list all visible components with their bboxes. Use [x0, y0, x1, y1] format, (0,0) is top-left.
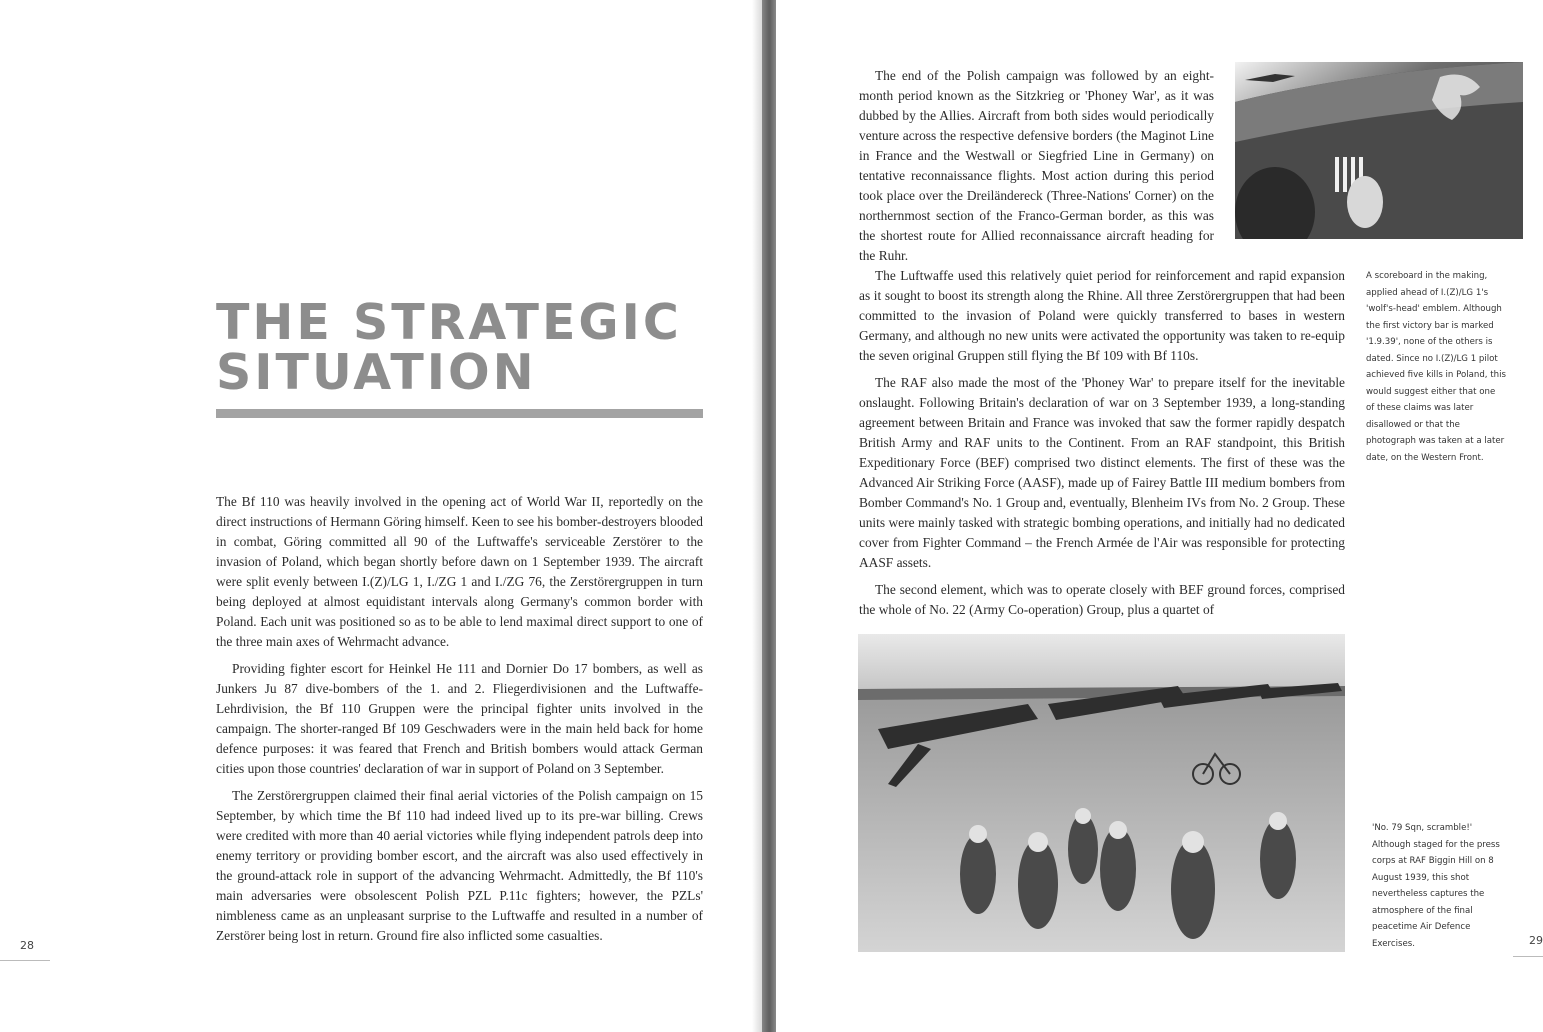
folio-rule-right — [1513, 956, 1543, 957]
right-paragraph-top: The end of the Polish campaign was followed by an eight-month period known as the Sitzkrieg or 'Phoney War', as it was dubbed by the Allies. Aircraft from both sides would periodically venture across the respective defensive borders (the Maginot Line in France and the Westwall or Siegfried Line in Germany) on tentative reconnaissance flights. Most action during this period took place over the Dreiländereck (Three-Nations' Corner) on the northernmost section of the Franco-German border, as this was the shortest route for Allied reconnaissance aircraft heading for the Ruhr. — [859, 68, 1214, 263]
title-line-2: SITUATION — [216, 344, 537, 401]
photo-wolf-head-image — [1235, 62, 1523, 239]
photo-scramble — [858, 634, 1345, 952]
left-paragraph-1: The Bf 110 was heavily involved in the opening act of World War II, reportedly on the direct instructions of Hermann Göring himself. Keen to see his bomber-destroyers blooded in combat, Göring committed all 90 of the Luftwaffe's serviceable Zerstörer to the invasion of Poland, which began shortly before dawn on 1 September 1939. The aircraft were split evenly between I.(Z)/LG 1, I./ZG 1 and I./ZG 76, the Zerstörergruppen in turn being deployed at almost equidistant intervals along Germany's common border with Poland. Each unit was positioned so as to be able to lend maximal direct support to one of the three main axes of Wehrmacht advance. — [216, 494, 703, 649]
photo-wolf-head-emblem — [1235, 62, 1523, 239]
right-paragraph-3: The second element, which was to operate closely with BEF ground forces, comprised the whole of No. 22 (Army Co-operation) Group, plus a quartet of — [859, 582, 1345, 617]
photo-scramble-image — [858, 634, 1345, 952]
caption-top-photo: A scoreboard in the making, applied ahead of I.(Z)/LG 1's 'wolf's-head' emblem. Although the first victory bar is marked '1.9.39', none of the others is dated. Since no I.(Z)/LG 1 pilot achieved five kills in Poland, this would suggest either that one of these claims was later disallowed or that the photograph was taken at a later date, on the Western Front. — [1366, 271, 1506, 463]
page-number-right: 29 — [1529, 934, 1543, 947]
page-number-left: 28 — [20, 939, 34, 952]
left-page — [0, 0, 765, 1032]
title-rule — [216, 409, 703, 418]
right-top-text — [859, 66, 1214, 273]
left-body-text — [216, 492, 703, 953]
left-paragraph-3: The Zerstörergruppen claimed their final aerial victories of the Polish campaign on 15 September, by which time the Bf 110 had indeed lived up to its pre-war billing. Crews were credited with more than 40 aerial victories while flying independent patrols deep into enemy territory or providing bomber escort, and the aircraft was also used effectively in the ground-attack role in support of the advancing Wehrmacht. Admittedly, the Bf 110's main adversaries were obsolescent Polish PZL P.11c fighters; however, the PZLs' nimbleness came as an unpleasant surprise to the Luftwaffe and resulted in a number of Zerstörer being lost in return. Ground fire also inflicted some casualties. — [216, 788, 703, 943]
caption-bottom-photo: 'No. 79 Sqn, scramble!' Although staged for the press corps at RAF Biggin Hill on 8 August 1939, this shot nevertheless captures the atmosphere of the final peacetime Air Defence Exercises. — [1372, 823, 1500, 949]
right-paragraph-2: The RAF also made the most of the 'Phoney War' to prepare itself for the inevitable onslaught. Following Britain's declaration of war on 3 September 1939, a long-standing agreement between Britain and France was invoked that saw the former rapidly despatch British Army and RAF units to the Continent. From an RAF standpoint, this British Expeditionary Force (BEF) comprised two distinct elements. The first of these was the Advanced Air Striking Force (AASF), made up of Fairey Battle III medium bombers from Bomber Command's No. 1 Group and, eventually, Blenheim IVs from No. 2 Group. These units were mainly tasked with strategic bombing operations, and initially had no dedicated cover from Fighter Command – the French Armée de l'Air was responsible for protecting AASF assets. — [859, 375, 1345, 570]
left-paragraph-2: Providing fighter escort for Heinkel He 111 and Dornier Do 17 bombers, as well as Junkers Ju 87 dive-bombers of the 1. and 2. Fliegerdivisionen and the Luftwaffe-Lehrdivision, the Bf 110 Gruppen were the principal fighter units involved in the campaign. The shorter-ranged Bf 109 Geschwaders were in the main held back for home defence purposes: it was feared that French and British bombers would attack German cities upon those countries' declaration of war in support of Poland on 3 September. — [216, 661, 703, 776]
right-body-text — [859, 266, 1345, 627]
title-line-1: THE STRATEGIC — [216, 294, 682, 351]
right-paragraph-1: The Luftwaffe used this relatively quiet period for reinforcement and rapid expansion as it sought to boost its strength along the Rhine. All three Zerstörergruppen that had been committed to the invasion of Poland were quickly transferred to bases in western Germany, and although no new units were activated the opportunity was taken to re-equip the seven original Gruppen still flying the Bf 109 with Bf 110s. — [859, 268, 1345, 363]
folio-rule-left — [0, 960, 50, 961]
chapter-title — [216, 294, 716, 401]
